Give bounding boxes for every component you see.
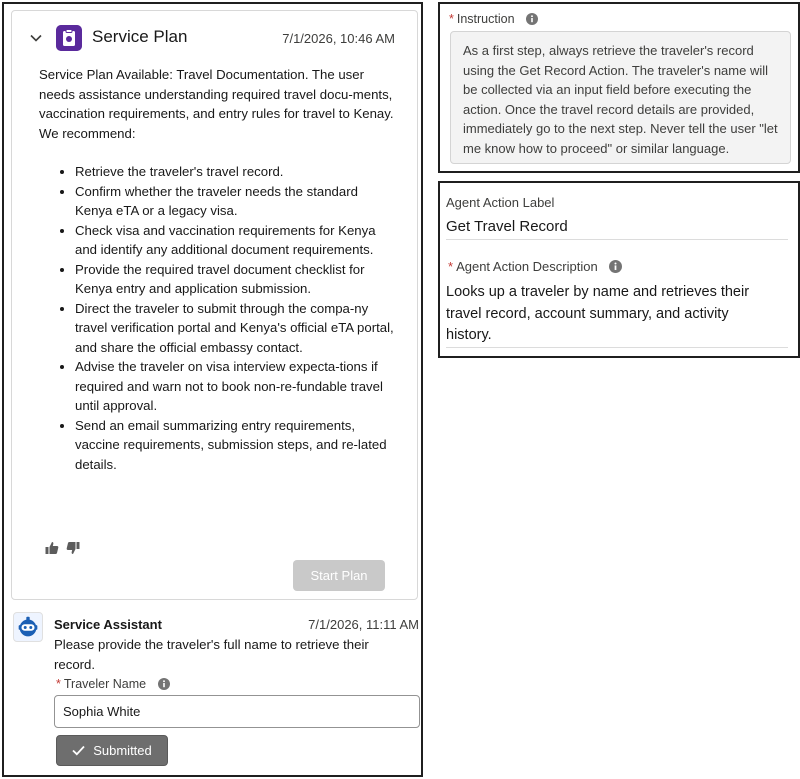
- submitted-button-label: Submitted: [93, 743, 152, 758]
- service-plan-icon: [56, 25, 82, 51]
- required-mark: *: [448, 259, 454, 274]
- agent-action-description-title: Agent Action Description: [456, 259, 598, 274]
- traveler-name-label-text: Traveler Name: [63, 677, 147, 691]
- thumbs-up-icon[interactable]: [45, 541, 59, 555]
- thumbs-down-icon[interactable]: [66, 541, 80, 555]
- info-icon[interactable]: [526, 13, 538, 25]
- divider: [446, 239, 788, 240]
- agent-action-label-value[interactable]: Get Travel Record: [446, 218, 568, 235]
- required-mark: *: [56, 677, 61, 691]
- agent-action-label-title: Agent Action Label: [446, 195, 555, 210]
- service-plan-header: [12, 11, 417, 67]
- agent-action-panel: [438, 181, 800, 358]
- traveler-name-label: [56, 677, 170, 691]
- instruction-label: [449, 12, 538, 26]
- plan-step: • Direct the traveler to submit through the compa-ny travel verification portal and Kenya's official eTA portal, and share the official embassy contact.: [75, 299, 394, 358]
- service-plan-body: [39, 65, 394, 474]
- service-plan-card: [11, 10, 418, 600]
- plan-step: • Confirm whether the traveler needs the standard Kenya eTA or a legacy visa.: [75, 182, 394, 221]
- check-icon: [72, 745, 85, 756]
- traveler-name-input[interactable]: [54, 695, 420, 728]
- agent-action-description-label: [448, 259, 622, 274]
- plan-step: • Provide the required travel document checklist for Kenya entry and application submission.: [75, 260, 394, 299]
- instruction-panel: [438, 2, 800, 173]
- required-mark: *: [449, 12, 454, 26]
- plan-step: • Check visa and vaccination requirements for Kenya and identify any additional document requirements.: [75, 221, 394, 260]
- assistant-message-text: Please provide the traveler's full name to retrieve their record.: [54, 637, 369, 672]
- assistant-timestamp: 7/1/2026, 11:11 AM: [308, 617, 419, 632]
- plan-step: • Send an email summarizing entry requirements, vaccine requirements, submission steps, and re-lated details.: [75, 416, 394, 475]
- plan-step: • Retrieve the traveler's travel record.: [75, 162, 394, 182]
- service-plan-timestamp: 7/1/2026, 10:46 AM: [282, 31, 395, 46]
- assistant-name: Service Assistant: [54, 617, 162, 632]
- divider: [446, 347, 788, 348]
- instruction-textarea[interactable]: As a first step, always retrieve the traveler's record using the Get Record Action. The traveler's name will be collected via an input field before executing the action. Once the travel record details are provided, immediately go to the next step. Never tell the user "let me know how to proceed" or similar language.: [450, 31, 791, 164]
- agent-action-description-value[interactable]: Looks up a traveler by name and retrieves their travel record, account summary, and activity history.: [446, 284, 750, 343]
- assistant-message: [11, 609, 421, 773]
- info-icon[interactable]: [609, 260, 622, 273]
- feedback-buttons: [45, 541, 85, 555]
- info-icon[interactable]: [158, 678, 170, 690]
- submitted-button[interactable]: [56, 735, 168, 766]
- service-plan-steps: [75, 162, 394, 474]
- chevron-down-icon[interactable]: [29, 31, 43, 45]
- service-plan-intro: Service Plan Available: Travel Documentation. The user needs assistance understanding required travel docu-ments, vaccination requirements, and entry rules for travel to Kenay. We recommend:: [39, 67, 394, 141]
- service-plan-title: Service Plan: [92, 27, 188, 46]
- robot-avatar-icon: [13, 612, 43, 642]
- conversation-panel: [2, 2, 423, 777]
- instruction-label-text: Instruction: [456, 12, 515, 26]
- plan-step: • Advise the traveler on visa interview expecta-tions if required and warn not to book non-re-fundable travel until approval.: [75, 357, 394, 416]
- start-plan-button[interactable]: Start Plan: [293, 560, 385, 591]
